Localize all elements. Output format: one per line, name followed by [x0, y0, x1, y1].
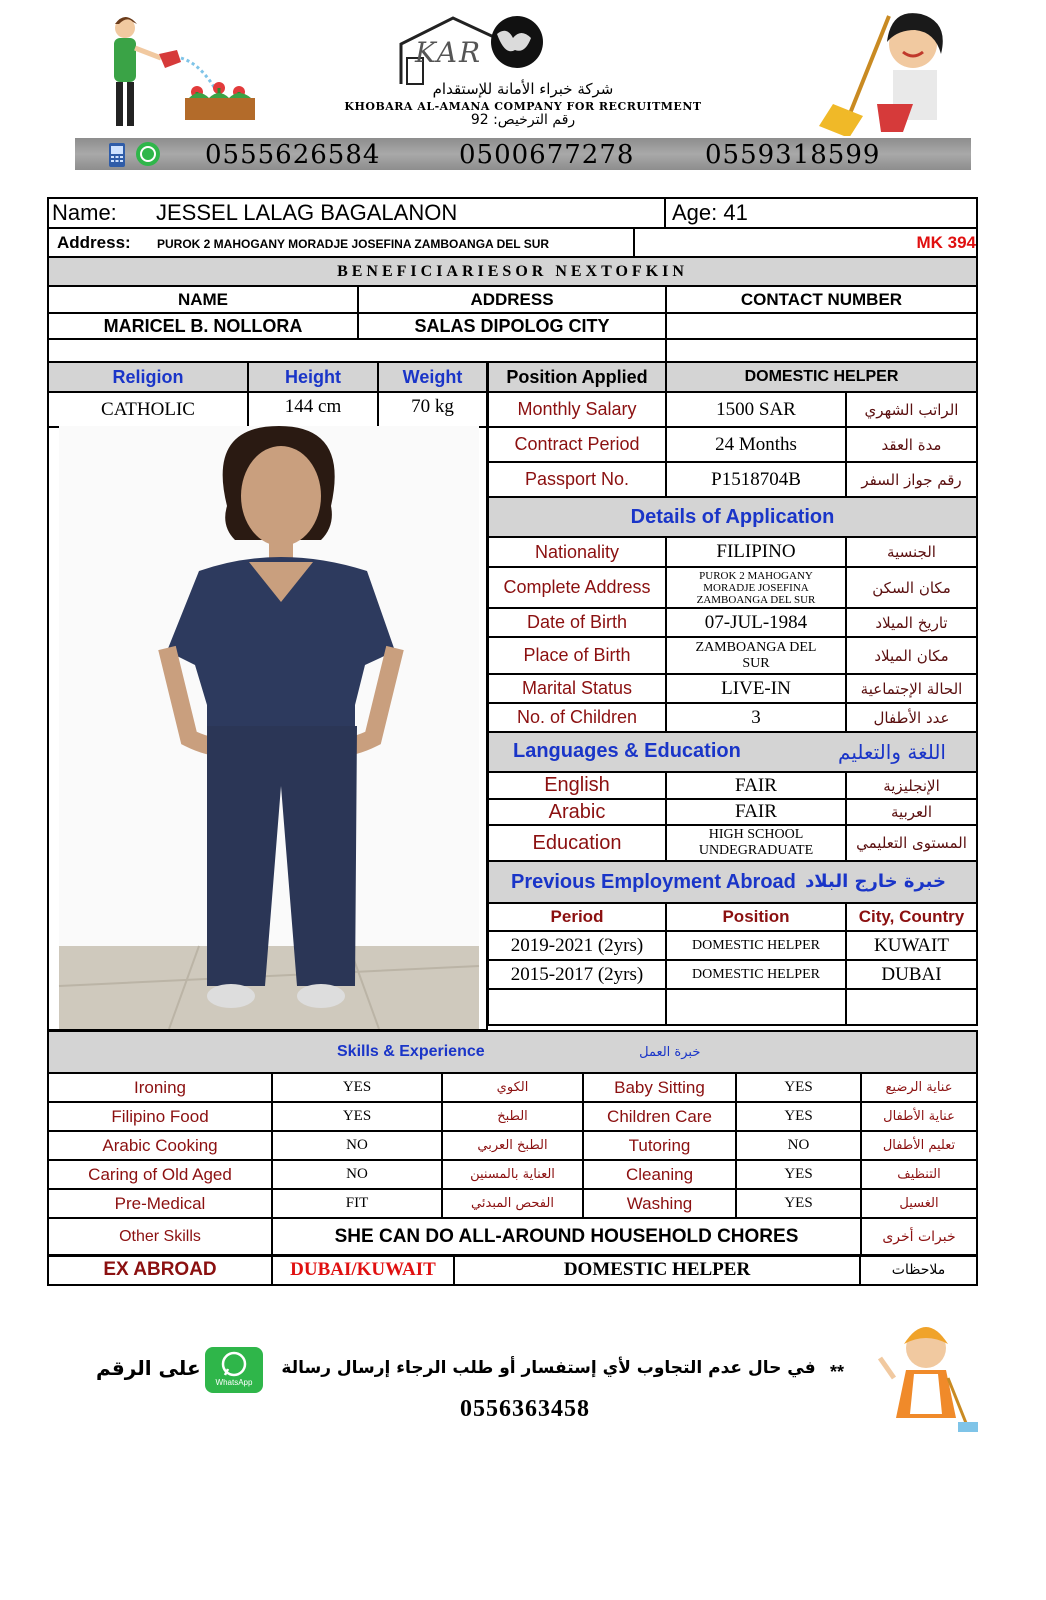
- remarks-label: EX ABROAD: [48, 1255, 272, 1285]
- skill-name-right-ar: التنظيف: [861, 1160, 977, 1189]
- skill-name-left-ar: الفحص المبدئي: [442, 1189, 583, 1218]
- skills-table: [47, 1030, 978, 1257]
- pob-label-ar: مكان الميلاد: [846, 637, 977, 674]
- footer-number-label: على الرقم: [96, 1356, 201, 1380]
- marital-label-ar: الحالة الإجتماعية: [846, 674, 977, 703]
- marital-label: Marital Status: [488, 674, 666, 703]
- contract-value: 24 Months: [666, 427, 846, 462]
- other-skills-label: Other Skills: [48, 1218, 272, 1256]
- table-row: [488, 703, 977, 732]
- license-label: رقم الترخيص:: [493, 112, 576, 128]
- skill-name-left: Pre-Medical: [48, 1189, 272, 1218]
- whatsapp-icon: [135, 141, 161, 167]
- skill-value-right: YES: [736, 1189, 861, 1218]
- phone-bar: [75, 138, 971, 170]
- empty-cell: [488, 989, 666, 1025]
- other-skills-value: SHE CAN DO ALL-AROUND HOUSEHOLD CHORES: [272, 1218, 861, 1256]
- remarks-table: [47, 1254, 978, 1286]
- photo-frame: [47, 426, 488, 1031]
- table-row: [488, 825, 977, 861]
- empty-cell: [666, 339, 977, 362]
- footer-stars: **: [830, 1362, 845, 1382]
- footer-number: 0556363458: [460, 1396, 590, 1422]
- license-line: [303, 112, 743, 128]
- skills-title-cell: [48, 1031, 977, 1073]
- applicant-address: PUROK 2 MAHOGANY MORADJE JOSEFINA ZAMBOANGA DEL SUR: [157, 236, 550, 251]
- table-row: [488, 427, 977, 462]
- nationality-label: Nationality: [488, 537, 666, 567]
- remarks-value-position: DOMESTIC HELPER: [454, 1255, 860, 1285]
- company-name-english: KHOBARA AL-AMANA COMPANY FOR RECRUITMENT: [344, 100, 702, 113]
- address-row: [47, 227, 978, 258]
- table-row: [48, 1255, 977, 1285]
- languages-title: Languages & Education: [513, 740, 741, 762]
- cleaner-illustration: [797, 8, 957, 136]
- pob-value: ZAMBOANGA DEL SUR: [666, 637, 846, 674]
- table-row: [488, 799, 977, 825]
- children-label-ar: عدد الأطفال: [846, 703, 977, 732]
- religion-header: Religion: [48, 362, 248, 392]
- weight-header: Weight: [378, 362, 487, 392]
- passport-label: Passport No.: [488, 462, 666, 497]
- logo-text: KAR: [415, 36, 483, 69]
- skill-value-right: YES: [736, 1102, 861, 1131]
- table-row: [48, 339, 977, 362]
- employment-title-cell: [488, 861, 977, 903]
- skill-value-left: NO: [272, 1160, 442, 1189]
- table-row: [488, 567, 977, 608]
- applicant-code: MK 394: [916, 232, 976, 252]
- skill-value-right: YES: [736, 1160, 861, 1189]
- applicant-age: 41: [723, 200, 748, 225]
- skill-value-right: YES: [736, 1073, 861, 1102]
- skill-name-left-ar: الطبخ: [442, 1102, 583, 1131]
- skill-name-right: Children Care: [583, 1102, 736, 1131]
- arabic-value: FAIR: [666, 799, 846, 825]
- beneficiary-address: SALAS DIPOLOG CITY: [358, 313, 666, 339]
- english-value: FAIR: [666, 772, 846, 799]
- skills-title-ar: خبرة العمل: [639, 1045, 701, 1060]
- children-value: 3: [666, 703, 846, 732]
- skill-value-right: NO: [736, 1131, 861, 1160]
- table-row: [48, 1189, 977, 1218]
- skills-title: Skills & Experience: [337, 1043, 485, 1060]
- skill-name-right-ar: عناية الرضيع: [861, 1073, 977, 1102]
- employment-header-period: Period: [488, 903, 666, 931]
- address-cell: [48, 228, 634, 257]
- position-value: DOMESTIC HELPER: [666, 362, 977, 392]
- table-row: [48, 313, 977, 339]
- complete-address-label: Complete Address: [488, 567, 666, 608]
- height-header: Height: [248, 362, 378, 392]
- table-row: [488, 637, 977, 674]
- application-details-table: [487, 361, 978, 1026]
- education-value: HIGH SCHOOL UNDEGRADUATE: [666, 825, 846, 861]
- beneficiaries-title: BENEFICIARIESOR NEXTOFKIN: [48, 257, 977, 286]
- english-label: English: [488, 772, 666, 799]
- contract-label-ar: مدة العقد: [846, 427, 977, 462]
- applicant-photo: [49, 426, 486, 1029]
- empty-cell: [666, 989, 846, 1025]
- skill-name-left: Filipino Food: [48, 1102, 272, 1131]
- skill-name-right: Cleaning: [583, 1160, 736, 1189]
- arabic-label: Arabic: [488, 799, 666, 825]
- contract-label: Contract Period: [488, 427, 666, 462]
- table-row: [488, 674, 977, 703]
- arabic-label-ar: العربية: [846, 799, 977, 825]
- children-label: No. of Children: [488, 703, 666, 732]
- skill-value-left: YES: [272, 1102, 442, 1131]
- details-title: Details of Application: [488, 497, 977, 537]
- table-row: [48, 1102, 977, 1131]
- nationality-label-ar: الجنسية: [846, 537, 977, 567]
- beneficiaries-table: [47, 256, 978, 363]
- remarks-value-country: DUBAI/KUWAIT: [272, 1255, 454, 1285]
- languages-title-ar: اللغة والتعليم: [838, 740, 946, 764]
- code-cell: [634, 228, 977, 257]
- company-name-arabic: شركة خبراء الأمانة للإستقدام: [432, 80, 614, 98]
- whatsapp-icon: [221, 1351, 247, 1377]
- dob-value: 07-JUL-1984: [666, 608, 846, 637]
- table-row: [48, 1131, 977, 1160]
- education-label-ar: المستوى التعليمي: [846, 825, 977, 861]
- table-row: [488, 772, 977, 799]
- skill-name-right: Washing: [583, 1189, 736, 1218]
- position-label: Position Applied: [488, 362, 666, 392]
- beneficiary-name: MARICEL B. NOLLORA: [48, 313, 358, 339]
- whatsapp-label: WhatsApp: [215, 1378, 253, 1387]
- skill-name-left: Caring of Old Aged: [48, 1160, 272, 1189]
- nationality-value: FILIPINO: [666, 537, 846, 567]
- skill-value-left: FIT: [272, 1189, 442, 1218]
- remarks-label-ar: ملاحظات: [860, 1255, 977, 1285]
- beneficiary-header-name: NAME: [48, 286, 358, 313]
- beneficiary-header-address: ADDRESS: [358, 286, 666, 313]
- skill-name-left: Arabic Cooking: [48, 1131, 272, 1160]
- employment-position: DOMESTIC HELPER: [666, 960, 846, 989]
- skill-name-left: Ironing: [48, 1073, 272, 1102]
- employment-period: 2015-2017 (2yrs): [488, 960, 666, 989]
- table-row: [488, 960, 977, 989]
- applicant-name: JESSEL LALAG BAGALANON: [156, 200, 458, 225]
- table-row: [48, 1073, 977, 1102]
- letterhead: [75, 8, 971, 170]
- table-row: [488, 931, 977, 960]
- weight-value: 70 kg: [378, 392, 487, 427]
- table-row: [488, 462, 977, 497]
- skill-value-left: YES: [272, 1073, 442, 1102]
- height-value: 144 cm: [248, 392, 378, 427]
- salary-label-ar: الراتب الشهري: [846, 392, 977, 427]
- employment-country: DUBAI: [846, 960, 977, 989]
- complete-address-value: PUROK 2 MAHOGANY MORADJE JOSEFINA ZAMBOANGA DEL SUR: [666, 567, 846, 608]
- education-label: Education: [488, 825, 666, 861]
- salary-value: 1500 SAR: [666, 392, 846, 427]
- skill-name-right-ar: عناية الأطفال: [861, 1102, 977, 1131]
- empty-cell: [846, 989, 977, 1025]
- skill-name-left-ar: الطبخ العربي: [442, 1131, 583, 1160]
- pob-label: Place of Birth: [488, 637, 666, 674]
- license-number: 92: [470, 112, 489, 128]
- footer-message: في حال عدم التجاوب لأي إستفسار أو طلب الرجاء إرسال رسالة: [281, 1358, 816, 1378]
- skill-name-right-ar: تعليم الأطفال: [861, 1131, 977, 1160]
- employment-title-ar: خبرة خارج البلاد: [805, 870, 946, 892]
- beneficiary-contact: [666, 313, 977, 339]
- dob-label-ar: تاريخ الميلاد: [846, 608, 977, 637]
- age-cell: [665, 198, 977, 228]
- beneficiary-header-contact: CONTACT NUMBER: [666, 286, 977, 313]
- religion-value: CATHOLIC: [48, 392, 248, 427]
- other-skills-label-ar: خبرات أخرى: [861, 1218, 977, 1256]
- phone-2: 0500677278: [459, 140, 635, 170]
- skill-value-left: NO: [272, 1131, 442, 1160]
- gardener-illustration: [97, 12, 257, 134]
- complete-address-label-ar: مكان السكن: [846, 567, 977, 608]
- empty-cell: [48, 339, 666, 362]
- employment-position: DOMESTIC HELPER: [666, 931, 846, 960]
- table-row: [488, 989, 977, 1025]
- whatsapp-badge: [205, 1347, 263, 1393]
- skill-name-left-ar: الكوي: [442, 1073, 583, 1102]
- passport-value: P1518704B: [666, 462, 846, 497]
- mobile-phone-icon: [107, 142, 127, 168]
- employment-title: Previous Employment Abroad: [511, 870, 796, 893]
- marital-value: LIVE-IN: [666, 674, 846, 703]
- skill-name-right-ar: الغسيل: [861, 1189, 977, 1218]
- english-label-ar: الإنجليزية: [846, 772, 977, 799]
- phone-1: 0555626584: [205, 140, 381, 170]
- applicant-info: [47, 197, 978, 229]
- table-row: [488, 392, 977, 427]
- employment-period: 2019-2021 (2yrs): [488, 931, 666, 960]
- employment-header-position: Position: [666, 903, 846, 931]
- table-row: [488, 608, 977, 637]
- salary-label: Monthly Salary: [488, 392, 666, 427]
- maid-illustration: [874, 1318, 978, 1438]
- phone-3: 0559318599: [705, 140, 881, 170]
- name-label: Name:: [52, 200, 117, 225]
- employment-country: KUWAIT: [846, 931, 977, 960]
- physical-table: [47, 361, 488, 428]
- address-label: Address:: [57, 232, 131, 252]
- skill-name-right: Baby Sitting: [583, 1073, 736, 1102]
- table-row: [48, 1218, 977, 1256]
- languages-title-cell: [488, 732, 977, 772]
- age-label: Age:: [672, 200, 718, 225]
- table-row: [48, 1160, 977, 1189]
- passport-label-ar: رقم جواز السفر: [846, 462, 977, 497]
- dob-label: Date of Birth: [488, 608, 666, 637]
- name-cell: [48, 198, 665, 228]
- employment-header-country: City, Country: [846, 903, 977, 931]
- table-row: [488, 537, 977, 567]
- skill-name-right: Tutoring: [583, 1131, 736, 1160]
- skill-name-left-ar: العناية بالمسنين: [442, 1160, 583, 1189]
